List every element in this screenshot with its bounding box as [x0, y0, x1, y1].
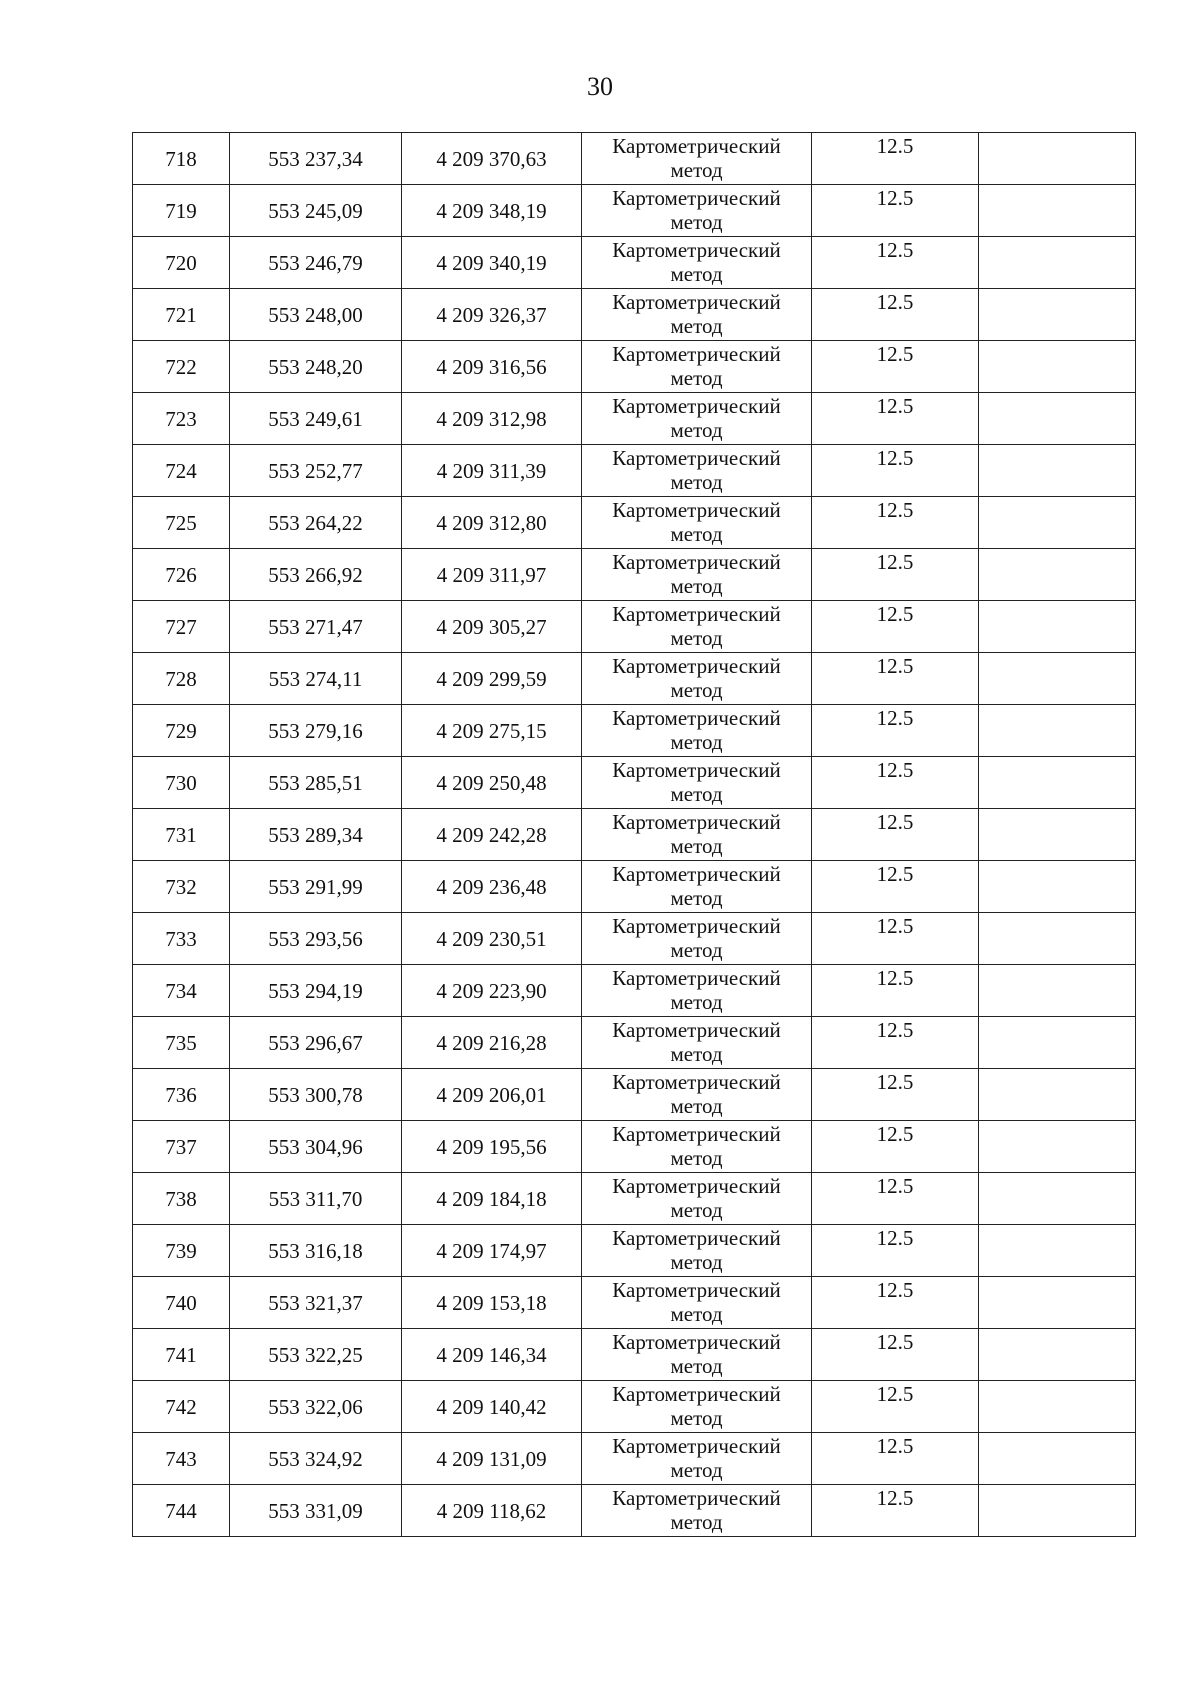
x-coordinate-cell: 553 246,79 — [230, 237, 402, 289]
y-coordinate-cell: 4 209 140,42 — [402, 1381, 582, 1433]
accuracy-cell: 12.5 — [812, 549, 979, 601]
point-number-cell: 730 — [133, 757, 230, 809]
method-cell — [582, 549, 812, 601]
note-cell — [979, 445, 1136, 497]
point-number-cell: 735 — [133, 1017, 230, 1069]
accuracy-cell: 12.5 — [812, 809, 979, 861]
method-line-2: метод — [670, 210, 723, 234]
x-coordinate-cell: 553 249,61 — [230, 393, 402, 445]
x-coordinate-cell: 553 316,18 — [230, 1225, 402, 1277]
note-cell — [979, 1433, 1136, 1485]
table-row — [133, 1277, 1136, 1329]
note-cell — [979, 497, 1136, 549]
point-number-cell: 728 — [133, 653, 230, 705]
method-line-2: метод — [670, 1354, 723, 1378]
point-number-cell: 723 — [133, 393, 230, 445]
method-line-1: Картометрический — [612, 810, 781, 834]
table-row — [133, 965, 1136, 1017]
point-number-cell: 731 — [133, 809, 230, 861]
accuracy-cell: 12.5 — [812, 1173, 979, 1225]
method-line-2: метод — [670, 1146, 723, 1170]
note-cell — [979, 965, 1136, 1017]
method-cell — [582, 757, 812, 809]
method-line-1: Картометрический — [612, 1018, 781, 1042]
method-cell — [582, 913, 812, 965]
note-cell — [979, 601, 1136, 653]
method-line-1: Картометрический — [612, 342, 781, 366]
table-row — [133, 341, 1136, 393]
accuracy-cell: 12.5 — [812, 1017, 979, 1069]
accuracy-cell: 12.5 — [812, 1329, 979, 1381]
table-row — [133, 1017, 1136, 1069]
method-line-1: Картометрический — [612, 238, 781, 262]
method-cell — [582, 445, 812, 497]
accuracy-cell: 12.5 — [812, 289, 979, 341]
note-cell — [979, 1017, 1136, 1069]
table-row — [133, 653, 1136, 705]
y-coordinate-cell: 4 209 340,19 — [402, 237, 582, 289]
note-cell — [979, 705, 1136, 757]
method-line-1: Картометрический — [612, 446, 781, 470]
method-line-1: Картометрический — [612, 914, 781, 938]
point-number-cell: 741 — [133, 1329, 230, 1381]
y-coordinate-cell: 4 209 153,18 — [402, 1277, 582, 1329]
point-number-cell: 734 — [133, 965, 230, 1017]
x-coordinate-cell: 553 285,51 — [230, 757, 402, 809]
table-row — [133, 1173, 1136, 1225]
y-coordinate-cell: 4 209 312,98 — [402, 393, 582, 445]
x-coordinate-cell: 553 289,34 — [230, 809, 402, 861]
y-coordinate-cell: 4 209 312,80 — [402, 497, 582, 549]
page-number: 30 — [587, 72, 613, 101]
accuracy-cell: 12.5 — [812, 601, 979, 653]
table-row — [133, 1121, 1136, 1173]
method-cell — [582, 601, 812, 653]
point-number-cell: 722 — [133, 341, 230, 393]
table-row — [133, 445, 1136, 497]
accuracy-cell: 12.5 — [812, 1277, 979, 1329]
point-number-cell: 727 — [133, 601, 230, 653]
y-coordinate-cell: 4 209 236,48 — [402, 861, 582, 913]
accuracy-cell: 12.5 — [812, 1381, 979, 1433]
y-coordinate-cell: 4 209 131,09 — [402, 1433, 582, 1485]
y-coordinate-cell: 4 209 305,27 — [402, 601, 582, 653]
table-row — [133, 133, 1136, 185]
point-number-cell: 744 — [133, 1485, 230, 1537]
method-cell — [582, 1121, 812, 1173]
table-row — [133, 809, 1136, 861]
method-line-2: метод — [670, 1406, 723, 1430]
x-coordinate-cell: 553 271,47 — [230, 601, 402, 653]
method-cell — [582, 1277, 812, 1329]
y-coordinate-cell: 4 209 184,18 — [402, 1173, 582, 1225]
y-coordinate-cell: 4 209 250,48 — [402, 757, 582, 809]
accuracy-cell: 12.5 — [812, 757, 979, 809]
table-row — [133, 705, 1136, 757]
x-coordinate-cell: 553 324,92 — [230, 1433, 402, 1485]
y-coordinate-cell: 4 209 118,62 — [402, 1485, 582, 1537]
method-cell — [582, 1225, 812, 1277]
accuracy-cell: 12.5 — [812, 133, 979, 185]
method-line-2: метод — [670, 886, 723, 910]
accuracy-cell: 12.5 — [812, 1433, 979, 1485]
accuracy-cell: 12.5 — [812, 653, 979, 705]
y-coordinate-cell: 4 209 223,90 — [402, 965, 582, 1017]
method-line-2: метод — [670, 158, 723, 182]
x-coordinate-cell: 553 293,56 — [230, 913, 402, 965]
table-row — [133, 1329, 1136, 1381]
point-number-cell: 739 — [133, 1225, 230, 1277]
accuracy-cell: 12.5 — [812, 913, 979, 965]
x-coordinate-cell: 553 248,20 — [230, 341, 402, 393]
note-cell — [979, 1277, 1136, 1329]
method-line-1: Картометрический — [612, 654, 781, 678]
accuracy-cell: 12.5 — [812, 237, 979, 289]
method-cell — [582, 133, 812, 185]
method-line-2: метод — [670, 470, 723, 494]
accuracy-cell: 12.5 — [812, 393, 979, 445]
point-number-cell: 742 — [133, 1381, 230, 1433]
x-coordinate-cell: 553 264,22 — [230, 497, 402, 549]
table-row — [133, 861, 1136, 913]
accuracy-cell: 12.5 — [812, 497, 979, 549]
table-row — [133, 289, 1136, 341]
y-coordinate-cell: 4 209 316,56 — [402, 341, 582, 393]
y-coordinate-cell: 4 209 370,63 — [402, 133, 582, 185]
y-coordinate-cell: 4 209 195,56 — [402, 1121, 582, 1173]
method-line-1: Картометрический — [612, 1226, 781, 1250]
method-cell — [582, 705, 812, 757]
note-cell — [979, 809, 1136, 861]
method-cell — [582, 497, 812, 549]
point-number-cell: 738 — [133, 1173, 230, 1225]
x-coordinate-cell: 553 248,00 — [230, 289, 402, 341]
y-coordinate-cell: 4 209 326,37 — [402, 289, 582, 341]
method-line-2: метод — [670, 418, 723, 442]
table-row — [133, 913, 1136, 965]
point-number-cell: 729 — [133, 705, 230, 757]
y-coordinate-cell: 4 209 174,97 — [402, 1225, 582, 1277]
table-row — [133, 185, 1136, 237]
method-line-2: метод — [670, 366, 723, 390]
x-coordinate-cell: 553 296,67 — [230, 1017, 402, 1069]
method-line-2: метод — [670, 1250, 723, 1274]
y-coordinate-cell: 4 209 299,59 — [402, 653, 582, 705]
method-line-1: Картометрический — [612, 602, 781, 626]
x-coordinate-cell: 553 291,99 — [230, 861, 402, 913]
point-number-cell: 724 — [133, 445, 230, 497]
method-cell — [582, 185, 812, 237]
point-number-cell: 732 — [133, 861, 230, 913]
x-coordinate-cell: 553 322,25 — [230, 1329, 402, 1381]
accuracy-cell: 12.5 — [812, 861, 979, 913]
accuracy-cell: 12.5 — [812, 185, 979, 237]
y-coordinate-cell: 4 209 230,51 — [402, 913, 582, 965]
x-coordinate-cell: 553 300,78 — [230, 1069, 402, 1121]
accuracy-cell: 12.5 — [812, 445, 979, 497]
note-cell — [979, 1069, 1136, 1121]
note-cell — [979, 133, 1136, 185]
y-coordinate-cell: 4 209 242,28 — [402, 809, 582, 861]
point-number-cell: 733 — [133, 913, 230, 965]
x-coordinate-cell: 553 331,09 — [230, 1485, 402, 1537]
point-number-cell: 726 — [133, 549, 230, 601]
x-coordinate-cell: 553 252,77 — [230, 445, 402, 497]
note-cell — [979, 861, 1136, 913]
y-coordinate-cell: 4 209 275,15 — [402, 705, 582, 757]
note-cell — [979, 1121, 1136, 1173]
method-cell — [582, 1017, 812, 1069]
accuracy-cell: 12.5 — [812, 1069, 979, 1121]
method-cell — [582, 237, 812, 289]
method-cell — [582, 393, 812, 445]
method-cell — [582, 861, 812, 913]
point-number-cell: 737 — [133, 1121, 230, 1173]
method-line-2: метод — [670, 1094, 723, 1118]
y-coordinate-cell: 4 209 146,34 — [402, 1329, 582, 1381]
method-line-1: Картометрический — [612, 966, 781, 990]
x-coordinate-cell: 553 237,34 — [230, 133, 402, 185]
method-line-1: Картометрический — [612, 758, 781, 782]
table-row — [133, 601, 1136, 653]
table-row — [133, 1381, 1136, 1433]
method-line-2: метод — [670, 1042, 723, 1066]
note-cell — [979, 341, 1136, 393]
table-row — [133, 1485, 1136, 1537]
method-line-1: Картометрический — [612, 550, 781, 574]
table-body — [133, 133, 1136, 1537]
point-number-cell: 736 — [133, 1069, 230, 1121]
method-line-2: метод — [670, 262, 723, 286]
method-line-1: Картометрический — [612, 290, 781, 314]
x-coordinate-cell: 553 245,09 — [230, 185, 402, 237]
note-cell — [979, 237, 1136, 289]
note-cell — [979, 1173, 1136, 1225]
method-cell — [582, 1433, 812, 1485]
x-coordinate-cell: 553 294,19 — [230, 965, 402, 1017]
method-line-2: метод — [670, 522, 723, 546]
method-cell — [582, 809, 812, 861]
point-number-cell: 719 — [133, 185, 230, 237]
method-line-1: Картометрический — [612, 498, 781, 522]
x-coordinate-cell: 553 322,06 — [230, 1381, 402, 1433]
method-cell — [582, 965, 812, 1017]
table-row — [133, 757, 1136, 809]
method-cell — [582, 1069, 812, 1121]
note-cell — [979, 1329, 1136, 1381]
method-line-1: Картометрический — [612, 1330, 781, 1354]
method-line-1: Картометрический — [612, 134, 781, 158]
note-cell — [979, 185, 1136, 237]
method-line-1: Картометрический — [612, 1122, 781, 1146]
note-cell — [979, 1381, 1136, 1433]
method-line-1: Картометрический — [612, 394, 781, 418]
method-line-2: метод — [670, 1458, 723, 1482]
method-line-2: метод — [670, 782, 723, 806]
note-cell — [979, 913, 1136, 965]
method-line-1: Картометрический — [612, 1070, 781, 1094]
method-line-1: Картометрический — [612, 1434, 781, 1458]
coordinates-table — [132, 132, 1136, 1537]
method-line-2: метод — [670, 626, 723, 650]
method-line-2: метод — [670, 834, 723, 858]
x-coordinate-cell: 553 279,16 — [230, 705, 402, 757]
method-line-2: метод — [670, 990, 723, 1014]
method-line-2: метод — [670, 730, 723, 754]
note-cell — [979, 393, 1136, 445]
note-cell — [979, 1225, 1136, 1277]
accuracy-cell: 12.5 — [812, 705, 979, 757]
table-row — [133, 393, 1136, 445]
point-number-cell: 743 — [133, 1433, 230, 1485]
method-cell — [582, 341, 812, 393]
method-line-1: Картометрический — [612, 1278, 781, 1302]
point-number-cell: 721 — [133, 289, 230, 341]
y-coordinate-cell: 4 209 206,01 — [402, 1069, 582, 1121]
accuracy-cell: 12.5 — [812, 965, 979, 1017]
note-cell — [979, 289, 1136, 341]
point-number-cell: 718 — [133, 133, 230, 185]
accuracy-cell: 12.5 — [812, 1121, 979, 1173]
y-coordinate-cell: 4 209 311,39 — [402, 445, 582, 497]
table-row — [133, 549, 1136, 601]
y-coordinate-cell: 4 209 216,28 — [402, 1017, 582, 1069]
method-cell — [582, 1329, 812, 1381]
y-coordinate-cell: 4 209 348,19 — [402, 185, 582, 237]
accuracy-cell: 12.5 — [812, 1485, 979, 1537]
method-line-2: метод — [670, 1198, 723, 1222]
method-line-1: Картометрический — [612, 862, 781, 886]
x-coordinate-cell: 553 266,92 — [230, 549, 402, 601]
table-row — [133, 1433, 1136, 1485]
point-number-cell: 740 — [133, 1277, 230, 1329]
method-line-1: Картометрический — [612, 186, 781, 210]
method-line-1: Картометрический — [612, 1382, 781, 1406]
x-coordinate-cell: 553 311,70 — [230, 1173, 402, 1225]
method-line-2: метод — [670, 1302, 723, 1326]
table-row — [133, 497, 1136, 549]
method-line-1: Картометрический — [612, 1174, 781, 1198]
method-line-2: метод — [670, 314, 723, 338]
point-number-cell: 725 — [133, 497, 230, 549]
method-cell — [582, 289, 812, 341]
note-cell — [979, 1485, 1136, 1537]
method-line-1: Картометрический — [612, 706, 781, 730]
accuracy-cell: 12.5 — [812, 1225, 979, 1277]
method-line-2: метод — [670, 938, 723, 962]
accuracy-cell: 12.5 — [812, 341, 979, 393]
note-cell — [979, 653, 1136, 705]
method-line-2: метод — [670, 574, 723, 598]
method-line-2: метод — [670, 678, 723, 702]
method-line-1: Картометрический — [612, 1486, 781, 1510]
method-line-2: метод — [670, 1510, 723, 1534]
table-row — [133, 1069, 1136, 1121]
note-cell — [979, 549, 1136, 601]
note-cell — [979, 757, 1136, 809]
table-row — [133, 1225, 1136, 1277]
x-coordinate-cell: 553 274,11 — [230, 653, 402, 705]
method-cell — [582, 1485, 812, 1537]
x-coordinate-cell: 553 304,96 — [230, 1121, 402, 1173]
point-number-cell: 720 — [133, 237, 230, 289]
method-cell — [582, 1381, 812, 1433]
table-row — [133, 237, 1136, 289]
x-coordinate-cell: 553 321,37 — [230, 1277, 402, 1329]
method-cell — [582, 1173, 812, 1225]
method-cell — [582, 653, 812, 705]
y-coordinate-cell: 4 209 311,97 — [402, 549, 582, 601]
